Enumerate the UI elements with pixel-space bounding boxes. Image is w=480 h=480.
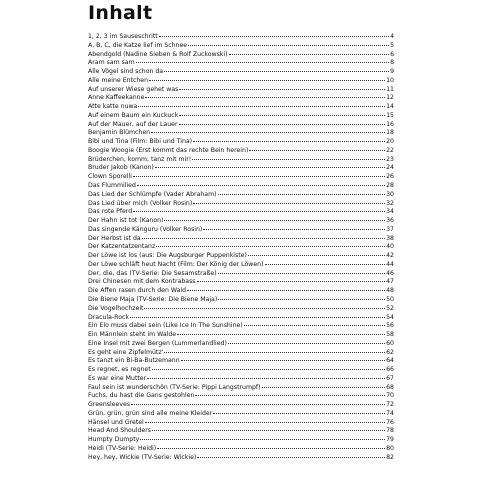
toc-entry-title: Boogie Woogie (Erst kommt das rechte Bein herein) (88, 146, 249, 154)
toc-entry-title: Auf unserer Wiese gehet was (88, 85, 179, 93)
toc-entry-page-number: 46 (386, 269, 394, 277)
dot-leader (156, 242, 385, 247)
toc-entry (88, 207, 394, 216)
dot-leader (179, 120, 386, 125)
toc-entry (88, 277, 394, 286)
dot-leader (140, 435, 385, 440)
dot-leader (133, 207, 385, 212)
toc-entry (88, 199, 394, 208)
toc-entry-page-number: 6 (390, 50, 394, 58)
dot-leader (138, 102, 385, 107)
dot-leader (147, 374, 385, 379)
toc-entry-title: Atte katte nuwa (88, 103, 138, 111)
toc-entry-page-number: 74 (386, 409, 394, 417)
dot-leader (248, 251, 385, 256)
dot-leader (133, 172, 385, 177)
dot-leader (197, 277, 386, 282)
toc-entry (88, 348, 394, 357)
dot-leader (193, 199, 385, 204)
toc-entry (88, 260, 394, 269)
toc-entry-title: Head And Shoulders (88, 427, 151, 435)
dot-leader (164, 216, 385, 221)
toc-entry (88, 400, 394, 409)
toc-entry (88, 251, 394, 260)
toc-entry-title: Bruder Jakob (Kanon) (88, 164, 154, 172)
toc-entry (88, 242, 394, 251)
toc-entry (88, 190, 394, 199)
toc-entry (88, 391, 394, 400)
toc-entry-title: Es regnet, es regnet (88, 366, 151, 374)
toc-entry (88, 444, 394, 453)
toc-entry-page-number: 9 (390, 68, 394, 76)
dot-leader (137, 181, 385, 186)
toc-entry-title: Der, die, das (TV-Serie: Die Sesamstraße) (88, 269, 217, 277)
toc-entry (88, 383, 394, 392)
dot-leader (152, 365, 386, 370)
toc-entry-title: Benjamin Blümchen (88, 129, 151, 137)
toc-entry-page-number: 80 (386, 444, 394, 452)
toc-entry (88, 295, 394, 304)
toc-entry (88, 365, 394, 374)
dot-leader (136, 58, 389, 63)
dot-leader (159, 32, 389, 37)
toc-entry-page-number: 47 (386, 278, 394, 286)
toc-entry-page-number: 78 (386, 427, 394, 435)
toc-entry-page-number: 28 (386, 182, 394, 190)
toc-entry (88, 146, 394, 155)
dot-leader (249, 146, 385, 151)
toc-entry-page-number: 22 (386, 146, 394, 154)
toc-entry-page-number: 34 (386, 208, 394, 216)
toc-entry (88, 93, 394, 102)
toc-entry (88, 304, 394, 313)
toc-entry (88, 85, 394, 94)
toc-entry-title: 1, 2, 3 im Sauseschritt (88, 33, 158, 40)
dot-leader (187, 286, 385, 291)
toc-entry-page-number: 62 (386, 348, 394, 356)
toc-entry-title: Ein Männlein steht im Walde (88, 331, 177, 339)
toc-entry-title: Aram sam sam (88, 59, 135, 67)
toc-entry (88, 374, 394, 383)
toc-entry-page-number: 4 (390, 33, 394, 40)
dot-leader (131, 400, 385, 405)
dot-leader (164, 348, 385, 353)
toc-entry-page-number: 18 (386, 129, 394, 137)
dot-leader (157, 444, 385, 449)
dot-leader (218, 295, 385, 300)
toc-entry-page-number: 14 (386, 103, 394, 111)
toc-entry-page-number: 76 (386, 418, 394, 426)
toc-entry-title: Humpty Dumpty (88, 436, 140, 444)
dot-leader (197, 453, 385, 458)
toc-entry-page-number: 38 (386, 234, 394, 242)
toc-entry-page-number: 15 (386, 111, 394, 119)
dot-leader (145, 418, 385, 423)
toc-entry-page-number: 66 (386, 366, 394, 374)
toc-entry (88, 181, 394, 190)
dot-leader (188, 41, 389, 46)
toc-entry-page-number: 54 (386, 313, 394, 321)
dot-leader (218, 269, 385, 274)
toc-entry-page-number: 60 (386, 339, 394, 347)
toc-entry (88, 286, 394, 295)
toc-entry-title: Auf einem Baum ein Kuckuck (88, 111, 179, 119)
toc-entry-page-number: 56 (386, 322, 394, 330)
toc-entry-page-number: 30 (386, 190, 394, 198)
toc-entry-page-number: 48 (386, 287, 394, 295)
toc-entry-title: Das Lied über mich (Volker Rosin) (88, 199, 193, 207)
toc-entry (88, 76, 394, 85)
toc-entry (88, 120, 394, 129)
toc-entry-title: Es tanzt ein Bi-Ba-Butzemann (88, 357, 180, 365)
toc-entry-title: Bibi und Tina (Film: Bibi und Tina) (88, 138, 193, 146)
dot-leader (164, 67, 389, 72)
toc-entry-page-number: 82 (386, 453, 394, 461)
toc-entry-page-number: 79 (386, 436, 394, 444)
page-title: Inhalt (88, 2, 153, 24)
toc-entry-page-number: 36 (386, 217, 394, 225)
toc-entry (88, 409, 394, 418)
dot-leader (145, 93, 385, 98)
dot-leader (149, 76, 385, 81)
dot-leader (262, 383, 386, 388)
dot-leader (142, 234, 385, 239)
toc-entry (88, 330, 394, 339)
toc-entry-page-number: 50 (386, 295, 394, 303)
toc-entry (88, 435, 394, 444)
toc-entry-page-number: 10 (386, 76, 394, 84)
toc-entry (88, 41, 394, 50)
table-of-contents (88, 32, 394, 462)
dot-leader (155, 163, 385, 168)
toc-entry-title: Das singende Känguru (Volker Rosin) (88, 225, 203, 233)
dot-leader (203, 225, 385, 230)
toc-entry-title: Alle meine Entchen (88, 76, 149, 84)
dot-leader (179, 111, 385, 116)
toc-entry-title: Die Biene Maja (TV-Serie: Die Biene Maja) (88, 295, 218, 303)
toc-entry-title: Clown Sporelli (88, 173, 132, 181)
toc-entry-title: Grün, grün, grün sind alle meine Kleider (88, 409, 213, 417)
toc-entry (88, 155, 394, 164)
toc-entry (88, 453, 394, 462)
toc-entry-title: Eine Insel mit zwei Bergen (Lummerlandlied) (88, 339, 227, 347)
toc-entry-title: Hänsel und Gretel (88, 418, 144, 426)
toc-entry (88, 426, 394, 435)
toc-entry-page-number: 12 (386, 94, 394, 102)
toc-entry-page-number: 8 (390, 59, 394, 67)
toc-entry-page-number: 72 (386, 401, 394, 409)
dot-leader (152, 426, 385, 431)
toc-entry (88, 321, 394, 330)
toc-entry (88, 58, 394, 67)
dot-leader (244, 321, 385, 326)
toc-entry-title: Der Hahn ist tot (Kanon) (88, 217, 164, 225)
toc-entry-page-number: 44 (386, 260, 394, 268)
dot-leader (228, 339, 385, 344)
dot-leader (151, 128, 385, 133)
dot-leader (192, 155, 385, 160)
toc-entry (88, 172, 394, 181)
toc-entry-title: Dracula-Rock (88, 313, 129, 321)
toc-entry (88, 137, 394, 146)
toc-entry (88, 356, 394, 365)
toc-entry-page-number: 23 (386, 155, 394, 163)
toc-entry-title: Es geht eine Zipfelmütz' (88, 348, 164, 356)
dot-leader (144, 304, 385, 309)
toc-entry-title: Der Herbst ist da (88, 234, 141, 242)
toc-entry (88, 67, 394, 76)
dot-leader (195, 391, 385, 396)
toc-entry (88, 102, 394, 111)
dot-leader (130, 313, 385, 318)
toc-entry-page-number: 58 (386, 331, 394, 339)
dot-leader (265, 260, 386, 265)
dot-leader (179, 85, 385, 90)
toc-entry-title: Der Löwe schläft heut Nacht (Film: Der König der Löwen) (88, 260, 264, 268)
toc-entry-title: Das Lied der Schlümpfe (Vader Abraham) (88, 190, 217, 198)
dot-leader (229, 50, 389, 55)
toc-entry-page-number: 37 (386, 225, 394, 233)
toc-entry-title: Fuchs, du hast die Gans gestohlen (88, 392, 195, 400)
toc-entry-page-number: 67 (386, 374, 394, 382)
toc-entry-page-number: 70 (386, 392, 394, 400)
dot-leader (181, 356, 385, 361)
dot-leader (218, 190, 386, 195)
toc-entry-page-number: 11 (386, 85, 394, 93)
toc-entry (88, 111, 394, 120)
toc-entry (88, 216, 394, 225)
toc-entry-title: Das Flummilied (88, 182, 136, 190)
toc-entry-page-number: 42 (386, 252, 394, 260)
dot-leader (193, 137, 385, 142)
toc-entry-title: Alle Vögel sind schon da (88, 68, 164, 76)
toc-entry-title: Die Vogelhochzeit (88, 304, 144, 312)
dot-leader (213, 409, 385, 414)
toc-entry (88, 339, 394, 348)
toc-entry-title: Es war eine Mutter (88, 374, 147, 382)
toc-entry-title: Ein Elo muss dabei sein (Like Ice In The Sunshine) (88, 322, 243, 330)
toc-entry-title: Brüderchen, komm, tanz mit mir! (88, 155, 192, 163)
toc-entry (88, 163, 394, 172)
toc-entry-title: Drei Chinesen mit dem Kontrabass (88, 278, 196, 286)
toc-entry-page-number: 24 (386, 164, 394, 172)
toc-entry (88, 269, 394, 278)
toc-entry-title: Greensleeves (88, 401, 130, 409)
toc-entry-title: Anne Kaffeekanne (88, 94, 145, 102)
toc-entry (88, 50, 394, 59)
toc-entry-page-number: 20 (386, 138, 394, 146)
toc-entry-page-number: 32 (386, 199, 394, 207)
toc-entry-title: Heidi (TV-Serie: Heidi) (88, 444, 157, 452)
toc-entry-page-number: 64 (386, 357, 394, 365)
toc-entry (88, 418, 394, 427)
toc-entry-page-number: 68 (386, 383, 394, 391)
toc-entry-page-number: 52 (386, 304, 394, 312)
toc-entry (88, 128, 394, 137)
toc-entry-title: A, B, C, die Katze lief im Schnee (88, 41, 188, 49)
toc-entry-title: Das rote Pferd (88, 208, 133, 216)
toc-entry-title: Der Löwe ist los (aus: Die Augsburger Puppenkiste) (88, 252, 247, 260)
toc-entry (88, 313, 394, 322)
toc-entry (88, 234, 394, 243)
toc-entry-page-number: 5 (390, 41, 394, 49)
toc-entry-title: Faul sein ist wunderschön (TV-Serie: Pippi Langstrumpf) (88, 383, 261, 391)
toc-entry-page-number: 26 (386, 173, 394, 181)
toc-entry-title: Die Affen rasen durch den Wald (88, 287, 187, 295)
toc-entry-page-number: 16 (386, 120, 394, 128)
toc-entry (88, 32, 394, 41)
toc-entry-title: Hey, hey, Wickie (TV-Serie: Wickie) (88, 453, 197, 461)
dot-leader (177, 330, 385, 335)
toc-entry-page-number: 40 (386, 243, 394, 251)
toc-entry (88, 225, 394, 234)
toc-entry-title: Abendgold (Nadine Sieben & Rolf Zuckowski) (88, 50, 228, 58)
toc-entry-title: Auf der Mauer, auf der Lauer (88, 120, 178, 128)
toc-entry-title: Der Katzentatzentanz (88, 243, 156, 251)
